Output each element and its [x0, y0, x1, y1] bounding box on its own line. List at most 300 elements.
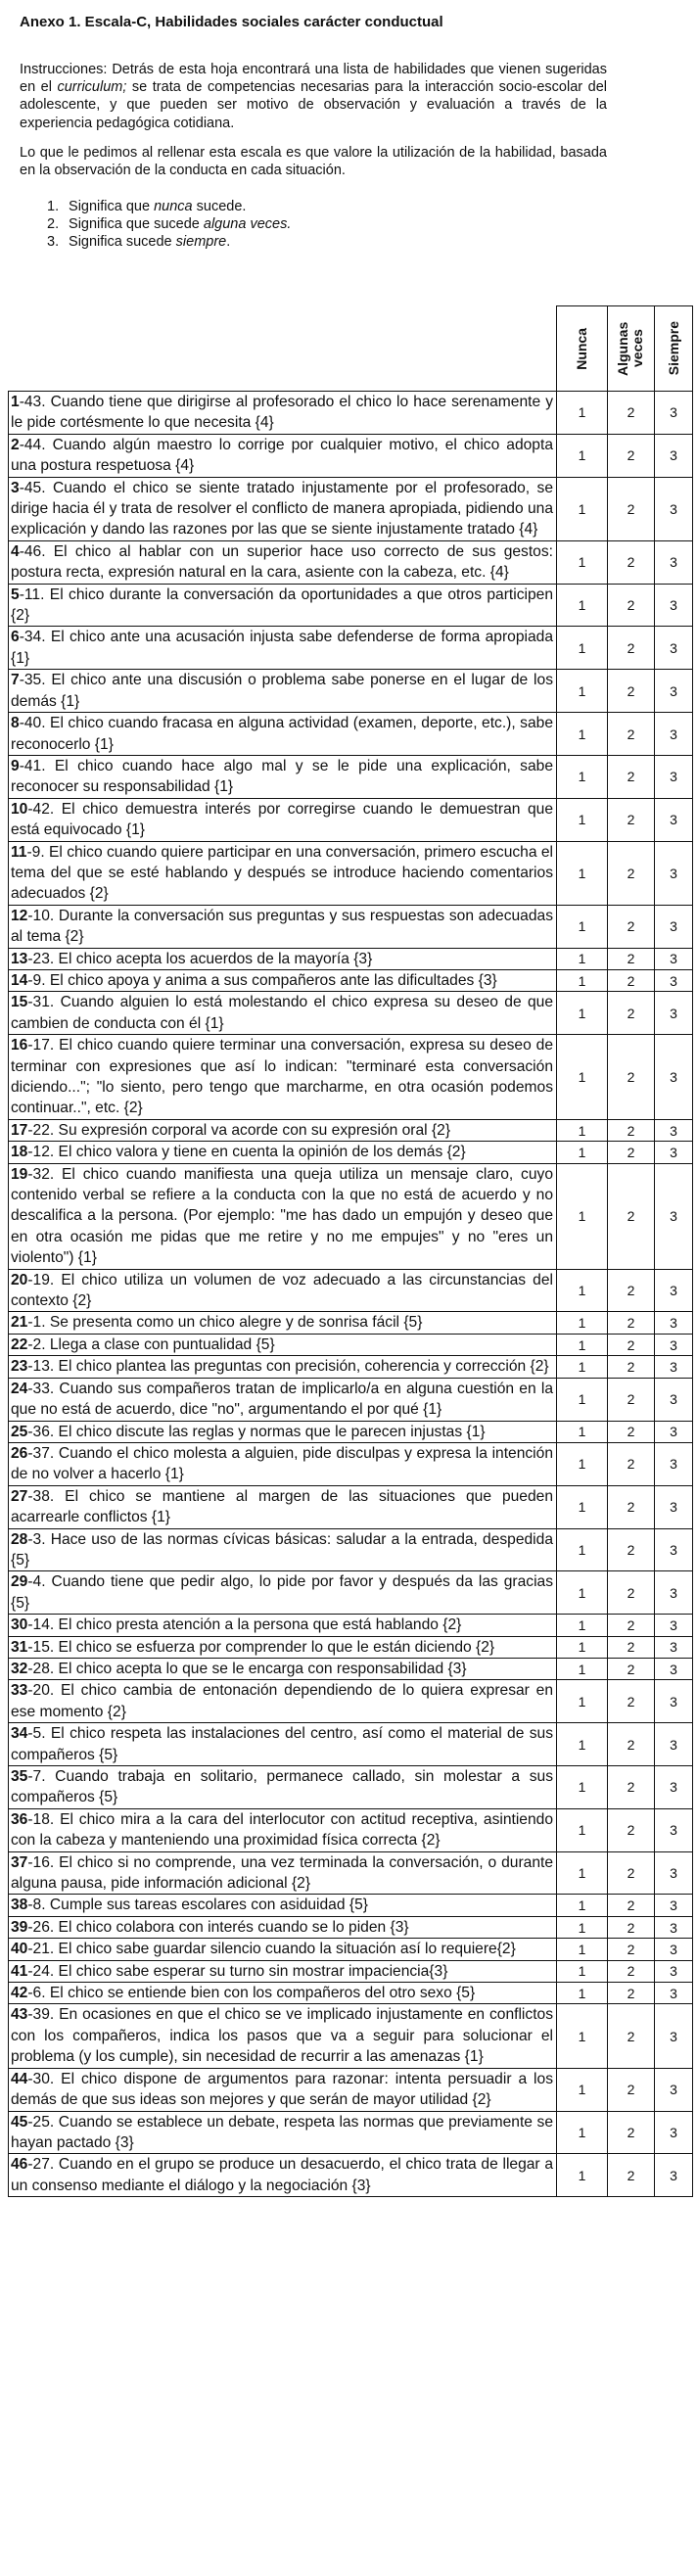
item-text	[9, 1939, 557, 1960]
rating-option-nunca[interactable]: 1	[557, 1939, 608, 1960]
header-siempre	[655, 306, 693, 392]
table-row	[9, 1356, 693, 1378]
item-text	[9, 1142, 557, 1163]
item-number: 19	[11, 1165, 28, 1183]
item-number: 34	[11, 1725, 28, 1743]
item-text	[9, 1895, 557, 1916]
rating-option-nunca[interactable]: 1	[557, 992, 608, 1035]
item-text	[9, 2154, 557, 2197]
rating-option-nunca[interactable]: 1	[557, 1983, 608, 2004]
item-description: -23. El chico acepta los acuerdos de la mayoría {3}	[27, 950, 373, 967]
item-text	[9, 713, 557, 756]
item-number: 11	[11, 843, 27, 861]
rating-option-nunca[interactable]: 1	[557, 477, 608, 540]
rating-option-algunas-veces[interactable]: 2	[608, 841, 655, 905]
legend-italic: nunca	[154, 199, 193, 214]
instructions-text-cont: se trata de competencias necesarias para la interacción socio-escolar del adolescente, y que pueden ser motivo de observación y evaluación a través de la experiencia pedagógica cotidiana.	[20, 79, 607, 131]
header-label: Algunas veces	[614, 321, 645, 376]
item-text	[9, 1571, 557, 1615]
table-row	[9, 540, 693, 584]
item-text	[9, 1356, 557, 1378]
item-number: 4	[11, 542, 20, 560]
rating-option-algunas-veces[interactable]: 2	[608, 584, 655, 627]
rating-option-algunas-veces[interactable]: 2	[608, 713, 655, 756]
rating-option-siempre[interactable]: 3	[655, 540, 693, 584]
rating-option-nunca[interactable]: 1	[557, 2004, 608, 2068]
item-text	[9, 1808, 557, 1851]
rating-option-siempre[interactable]: 3	[655, 841, 693, 905]
rating-option-siempre[interactable]: 3	[655, 1615, 693, 1636]
rating-option-algunas-veces[interactable]: 2	[608, 798, 655, 841]
item-number: 1	[11, 394, 20, 410]
header-blank	[9, 306, 557, 392]
rating-option-algunas-veces[interactable]: 2	[608, 540, 655, 584]
rating-option-siempre[interactable]: 3	[655, 477, 693, 540]
rating-option-nunca[interactable]: 1	[557, 1163, 608, 1269]
item-description: -37. Cuando el chico molesta a alguien, pide disculpas y expresa la intención de no volver a hacerlo {1}	[11, 1444, 553, 1483]
table-row	[9, 2111, 693, 2154]
rating-option-nunca[interactable]: 1	[557, 1808, 608, 1851]
rating-option-siempre[interactable]: 3	[655, 1658, 693, 1679]
table-row	[9, 1163, 693, 1269]
rating-option-siempre[interactable]: 3	[655, 2068, 693, 2111]
rating-request-paragraph: Lo que le pedimos al rellenar esta escala es que valore la utilización de la habilidad, basada en la observación de la conducta en cada situación.	[20, 145, 607, 179]
table-row	[9, 2004, 693, 2068]
item-number: 41	[11, 1962, 28, 1980]
rating-option-siempre[interactable]: 3	[655, 2111, 693, 2154]
rating-option-algunas-veces[interactable]: 2	[608, 627, 655, 670]
rating-option-algunas-veces[interactable]: 2	[608, 1142, 655, 1163]
table-row	[9, 841, 693, 905]
rating-option-siempre[interactable]: 3	[655, 584, 693, 627]
item-description: -43. Cuando tiene que dirigirse al profesorado el chico lo hace serenamente y le pide cortésmente lo que necesita {4}	[11, 394, 553, 432]
rating-option-siempre[interactable]: 3	[655, 1808, 693, 1851]
item-text	[9, 1528, 557, 1571]
rating-option-nunca[interactable]: 1	[557, 2154, 608, 2197]
table-row	[9, 434, 693, 477]
rating-option-siempre[interactable]: 3	[655, 1163, 693, 1269]
item-description: -44. Cuando algún maestro lo corrige por cualquier motivo, el chico adopta una postura respetuosa {4}	[11, 436, 553, 475]
item-text	[9, 1916, 557, 1938]
item-text	[9, 1615, 557, 1636]
item-number: 37	[11, 1853, 28, 1871]
rating-option-nunca[interactable]: 1	[557, 948, 608, 969]
table-row	[9, 1636, 693, 1658]
item-number: 9	[11, 757, 20, 774]
rating-option-nunca[interactable]: 1	[557, 1766, 608, 1809]
rating-option-siempre[interactable]: 3	[655, 992, 693, 1035]
item-description: -22. Su expresión corporal va acorde con su expresión oral {2}	[27, 1121, 451, 1139]
table-row	[9, 2154, 693, 2197]
table-row	[9, 1658, 693, 1679]
item-number: 35	[11, 1768, 28, 1785]
rating-option-algunas-veces[interactable]: 2	[608, 1571, 655, 1615]
item-description: -31. Cuando alguien lo está molestando el chico expresa su deseo de que cambien de conducta con él {1}	[11, 994, 553, 1032]
item-number: 30	[11, 1616, 28, 1634]
item-description: -12. El chico valora y tiene en cuenta la opinión de los demás {2}	[27, 1144, 466, 1161]
item-number: 29	[11, 1573, 28, 1591]
item-text	[9, 1119, 557, 1141]
item-text	[9, 2068, 557, 2111]
rating-option-siempre[interactable]: 3	[655, 1895, 693, 1916]
rating-option-siempre[interactable]: 3	[655, 948, 693, 969]
rating-option-siempre[interactable]: 3	[655, 1766, 693, 1809]
rating-option-nunca[interactable]: 1	[557, 1334, 608, 1355]
rating-option-siempre[interactable]: 3	[655, 1421, 693, 1442]
item-description: -46. El chico al hablar con un superior hace uso correcto de sus gestos: postura recta, expresión natural en la cara, asiente con la cabeza, etc. {4}	[11, 542, 553, 582]
rating-option-siempre[interactable]: 3	[655, 1983, 693, 2004]
scale-legend-item	[47, 215, 291, 233]
item-description: -45. Cuando el chico se siente tratado injustamente por el profesorado, se dirige hacia él y trata de resolver el conflicto de manera apropiada, pidiendo una explicación y dando las razones por las que se siente injustamente tratado {4}	[11, 479, 553, 539]
rating-option-algunas-veces[interactable]: 2	[608, 1658, 655, 1679]
rating-option-siempre[interactable]: 3	[655, 670, 693, 713]
item-description: -41. El chico cuando hace algo mal y se le pide una explicación, sabe reconocer su responsabilidad {1}	[11, 757, 553, 796]
item-text	[9, 1960, 557, 1982]
item-description: -1. Se presenta como un chico alegre y de sonrisa fácil {5}	[27, 1314, 423, 1332]
rating-option-algunas-veces[interactable]: 2	[608, 2068, 655, 2111]
item-description: -33. Cuando sus compañeros tratan de implicarlo/a en alguna cuestión en la que no está de acuerdo, dice "no", argumentando el por qué {1}	[11, 1380, 553, 1419]
item-description: -5. El chico respeta las instalaciones del centro, así como el material de sus compañeros {5}	[11, 1725, 553, 1763]
item-number: 21	[11, 1314, 28, 1332]
table-row	[9, 1378, 693, 1421]
rating-option-siempre[interactable]: 3	[655, 1636, 693, 1658]
rating-option-algunas-veces[interactable]: 2	[608, 1528, 655, 1571]
legend-text: Significa sucede	[69, 234, 176, 251]
rating-option-algunas-veces[interactable]: 2	[608, 1378, 655, 1421]
rating-option-algunas-veces[interactable]: 2	[608, 1766, 655, 1809]
item-description: -20. El chico cambia de entonación dependiendo de lo quiera expresar en ese momento {2}	[11, 1682, 553, 1720]
rating-option-algunas-veces[interactable]: 2	[608, 1615, 655, 1636]
item-number: 15	[11, 994, 28, 1011]
rating-option-nunca[interactable]: 1	[557, 1378, 608, 1421]
rating-option-algunas-veces[interactable]: 2	[608, 905, 655, 948]
table-row	[9, 1851, 693, 1895]
rating-option-nunca[interactable]: 1	[557, 969, 608, 991]
rating-option-algunas-veces[interactable]: 2	[608, 1895, 655, 1916]
item-number: 12	[11, 907, 28, 924]
rating-option-siempre[interactable]: 3	[655, 627, 693, 670]
item-number: 3	[11, 479, 20, 496]
rating-option-siempre[interactable]: 3	[655, 1485, 693, 1528]
item-text	[9, 2004, 557, 2068]
item-number: 17	[11, 1121, 28, 1139]
rating-option-nunca[interactable]: 1	[557, 2068, 608, 2111]
table-row	[9, 755, 693, 798]
header-label: Siempre	[665, 321, 681, 376]
rating-option-algunas-veces[interactable]: 2	[608, 1939, 655, 1960]
item-description: -11. El chico durante la conversación da oportunidades a que otros participen {2}	[11, 585, 553, 625]
rating-option-nunca[interactable]: 1	[557, 713, 608, 756]
rating-option-algunas-veces[interactable]: 2	[608, 1312, 655, 1334]
item-text	[9, 1334, 557, 1355]
item-text	[9, 992, 557, 1035]
rating-option-siempre[interactable]: 3	[655, 1851, 693, 1895]
item-number: 2	[11, 436, 20, 453]
rating-option-nunca[interactable]: 1	[557, 1356, 608, 1378]
item-number: 22	[11, 1335, 28, 1353]
legend-number: 3.	[47, 234, 60, 251]
rating-option-siempre[interactable]: 3	[655, 1378, 693, 1421]
table-row	[9, 584, 693, 627]
rating-option-siempre[interactable]: 3	[655, 1442, 693, 1485]
rating-option-algunas-veces[interactable]: 2	[608, 1680, 655, 1723]
item-text	[9, 1983, 557, 2004]
table-row	[9, 1916, 693, 1938]
rating-option-algunas-veces[interactable]: 2	[608, 1356, 655, 1378]
item-number: 43	[11, 2006, 28, 2024]
rating-option-algunas-veces[interactable]: 2	[608, 1119, 655, 1141]
legend-italic: siempre	[175, 234, 227, 251]
item-description: -30. El chico dispone de argumentos para razonar: intenta persuadir a los demás de que sus ideas son mejores y que serán de mayor utilidad {2}	[11, 2070, 553, 2109]
scale-legend	[47, 198, 291, 252]
rating-option-algunas-veces[interactable]: 2	[608, 1960, 655, 1982]
rating-option-nunca[interactable]: 1	[557, 1442, 608, 1485]
legend-number: 2.	[47, 216, 60, 233]
item-text	[9, 755, 557, 798]
rating-option-algunas-veces[interactable]: 2	[608, 1851, 655, 1895]
rating-option-siempre[interactable]: 3	[655, 1916, 693, 1938]
rating-option-siempre[interactable]: 3	[655, 1312, 693, 1334]
legend-italic: alguna veces.	[203, 216, 292, 233]
rating-option-algunas-veces[interactable]: 2	[608, 1723, 655, 1766]
rating-option-algunas-veces[interactable]: 2	[608, 1421, 655, 1442]
rating-option-siempre[interactable]: 3	[655, 1571, 693, 1615]
table-row	[9, 1680, 693, 1723]
rating-option-siempre[interactable]: 3	[655, 969, 693, 991]
rating-option-nunca[interactable]: 1	[557, 1658, 608, 1679]
rating-option-algunas-veces[interactable]: 2	[608, 1808, 655, 1851]
rating-option-nunca[interactable]: 1	[557, 540, 608, 584]
rating-option-nunca[interactable]: 1	[557, 670, 608, 713]
item-description: -10. Durante la conversación sus preguntas y sus respuestas son adecuadas al tema {2}	[11, 907, 553, 946]
item-description: -26. El chico colabora con interés cuando se lo piden {3}	[27, 1918, 409, 1936]
rating-option-nunca[interactable]: 1	[557, 798, 608, 841]
rating-option-siempre[interactable]: 3	[655, 1142, 693, 1163]
rating-option-nunca[interactable]: 1	[557, 1119, 608, 1141]
table-row	[9, 1983, 693, 2004]
item-number: 44	[11, 2070, 28, 2087]
item-description: -21. El chico sabe guardar silencio cuando la situación así lo requiere{2}	[27, 1941, 516, 1958]
rating-option-siempre[interactable]: 3	[655, 1939, 693, 1960]
item-number: 7	[11, 672, 20, 689]
item-description: -9. El chico cuando quiere participar en una conversación, primero escucha el tema del que se esté hablando y después se introduce haciendo comentarios adecuados {2}	[11, 843, 553, 903]
table-row	[9, 905, 693, 948]
item-text	[9, 1485, 557, 1528]
rating-option-nunca[interactable]: 1	[557, 1485, 608, 1528]
rating-option-nunca[interactable]: 1	[557, 434, 608, 477]
item-description: -17. El chico cuando quiere terminar una conversación, expresa su deseo de terminar con expresiones que así lo indican: "terminaré esta conversación diciendo..."; "lo siento, pero tengo que marcharme, en otra ocasión podemos continuar..", etc. {2}	[11, 1037, 553, 1117]
legend-text: Significa que sucede	[69, 216, 204, 233]
item-text	[9, 1163, 557, 1269]
item-number: 6	[11, 629, 20, 646]
rating-option-siempre[interactable]: 3	[655, 1334, 693, 1355]
item-number: 28	[11, 1530, 28, 1548]
rating-option-nunca[interactable]: 1	[557, 1960, 608, 1982]
item-text	[9, 1312, 557, 1334]
item-number: 42	[11, 1985, 28, 2002]
rating-option-siempre[interactable]: 3	[655, 905, 693, 948]
table-row	[9, 1485, 693, 1528]
rating-option-algunas-veces[interactable]: 2	[608, 755, 655, 798]
item-text	[9, 627, 557, 670]
rating-option-siempre[interactable]: 3	[655, 434, 693, 477]
item-text	[9, 670, 557, 713]
document-title: Anexo 1. Escala-C, Habilidades sociales carácter conductual	[20, 14, 443, 30]
rating-option-nunca[interactable]: 1	[557, 392, 608, 435]
rating-option-siempre[interactable]: 3	[655, 1119, 693, 1141]
item-description: -15. El chico se esfuerza por comprender lo que le están diciendo {2}	[27, 1638, 495, 1656]
table-row	[9, 1808, 693, 1851]
rating-option-siempre[interactable]: 3	[655, 392, 693, 435]
item-text	[9, 948, 557, 969]
rating-option-nunca[interactable]: 1	[557, 755, 608, 798]
legend-number: 1.	[47, 199, 60, 214]
table-header-row	[9, 306, 693, 392]
item-description: -2. Llega a clase con puntualidad {5}	[27, 1335, 275, 1353]
rating-option-algunas-veces[interactable]: 2	[608, 670, 655, 713]
scale-legend-item	[47, 198, 291, 215]
rating-option-siempre[interactable]: 3	[655, 1528, 693, 1571]
rating-option-algunas-veces[interactable]: 2	[608, 948, 655, 969]
item-text	[9, 1035, 557, 1120]
item-description: -4. Cuando tiene que pedir algo, lo pide por favor y después da las gracias {5}	[11, 1573, 553, 1612]
rating-option-algunas-veces[interactable]: 2	[608, 1334, 655, 1355]
rating-option-nunca[interactable]: 1	[557, 2111, 608, 2154]
rating-option-nunca[interactable]: 1	[557, 584, 608, 627]
rating-option-nunca[interactable]: 1	[557, 841, 608, 905]
rating-option-algunas-veces[interactable]: 2	[608, 1442, 655, 1485]
header-label: Nunca	[574, 327, 589, 370]
item-number: 45	[11, 2113, 28, 2131]
table-row	[9, 1939, 693, 1960]
table-row	[9, 477, 693, 540]
rating-option-nunca[interactable]: 1	[557, 1615, 608, 1636]
table-row	[9, 1528, 693, 1571]
rating-option-algunas-veces[interactable]: 2	[608, 2154, 655, 2197]
table-row	[9, 1766, 693, 1809]
rating-option-nunca[interactable]: 1	[557, 1636, 608, 1658]
rating-option-nunca[interactable]: 1	[557, 905, 608, 948]
rating-option-nunca[interactable]: 1	[557, 627, 608, 670]
rating-option-siempre[interactable]: 3	[655, 1723, 693, 1766]
rating-option-nunca[interactable]: 1	[557, 1916, 608, 1938]
rating-option-algunas-veces[interactable]: 2	[608, 434, 655, 477]
table-row	[9, 1571, 693, 1615]
rating-option-nunca[interactable]: 1	[557, 1680, 608, 1723]
social-skills-scale-table	[8, 305, 693, 2197]
item-text	[9, 969, 557, 991]
table-row	[9, 1119, 693, 1141]
rating-option-siempre[interactable]: 3	[655, 1680, 693, 1723]
rating-option-siempre[interactable]: 3	[655, 1960, 693, 1982]
item-number: 18	[11, 1144, 28, 1161]
legend-text-end: .	[226, 234, 231, 251]
rating-option-algunas-veces[interactable]: 2	[608, 1485, 655, 1528]
legend-text: Significa que	[69, 199, 155, 214]
rating-option-algunas-veces[interactable]: 2	[608, 1035, 655, 1120]
item-description: -40. El chico cuando fracasa en alguna actividad (examen, deporte, etc.), sabe reconocerlo {1}	[11, 715, 553, 753]
table-row	[9, 2068, 693, 2111]
rating-option-nunca[interactable]: 1	[557, 1528, 608, 1571]
rating-option-nunca[interactable]: 1	[557, 1142, 608, 1163]
item-number: 23	[11, 1358, 28, 1376]
rating-option-algunas-veces[interactable]: 2	[608, 1163, 655, 1269]
rating-option-algunas-veces[interactable]: 2	[608, 1636, 655, 1658]
rating-option-algunas-veces[interactable]: 2	[608, 477, 655, 540]
scale-legend-item	[47, 233, 291, 251]
table-row	[9, 1421, 693, 1442]
rating-option-algunas-veces[interactable]: 2	[608, 2111, 655, 2154]
item-description: -24. El chico sabe esperar su turno sin mostrar impaciencia{3}	[27, 1962, 448, 1980]
rating-option-siempre[interactable]: 3	[655, 1035, 693, 1120]
rating-option-algunas-veces[interactable]: 2	[608, 1916, 655, 1938]
item-number: 46	[11, 2156, 28, 2174]
item-description: -13. El chico plantea las preguntas con precisión, coherencia y corrección {2}	[27, 1358, 549, 1376]
item-description: -35. El chico ante una discusión o problema sabe ponerse en el lugar de los demás {1}	[11, 672, 553, 710]
table-row	[9, 1895, 693, 1916]
rating-option-algunas-veces[interactable]: 2	[608, 2004, 655, 2068]
rating-option-siempre[interactable]: 3	[655, 2154, 693, 2197]
table-row	[9, 992, 693, 1035]
rating-option-nunca[interactable]: 1	[557, 1269, 608, 1312]
rating-option-nunca[interactable]: 1	[557, 1035, 608, 1120]
item-text	[9, 798, 557, 841]
table-row	[9, 713, 693, 756]
rating-option-algunas-veces[interactable]: 2	[608, 392, 655, 435]
rating-option-nunca[interactable]: 1	[557, 1723, 608, 1766]
rating-option-siempre[interactable]: 3	[655, 755, 693, 798]
table-row	[9, 670, 693, 713]
item-number: 8	[11, 715, 20, 732]
item-text	[9, 1636, 557, 1658]
item-description: -14. El chico presta atención a la persona que está hablando {2}	[27, 1616, 462, 1634]
rating-option-nunca[interactable]: 1	[557, 1571, 608, 1615]
rating-option-siempre[interactable]: 3	[655, 713, 693, 756]
table-row	[9, 1269, 693, 1312]
item-description: -42. El chico demuestra interés por corregirse cuando le demuestran que está equivocado {1}	[11, 800, 553, 839]
rating-option-nunca[interactable]: 1	[557, 1895, 608, 1916]
rating-option-nunca[interactable]: 1	[557, 1851, 608, 1895]
item-number: 24	[11, 1380, 28, 1397]
item-description: -19. El chico utiliza un volumen de voz adecuado a las circunstancias del contexto {2}	[11, 1271, 553, 1310]
rating-option-algunas-veces[interactable]: 2	[608, 992, 655, 1035]
table-row	[9, 1723, 693, 1766]
rating-option-nunca[interactable]: 1	[557, 1421, 608, 1442]
rating-option-siempre[interactable]: 3	[655, 798, 693, 841]
rating-option-nunca[interactable]: 1	[557, 1312, 608, 1334]
item-number: 20	[11, 1271, 28, 1288]
item-description: -7. Cuando trabaja en solitario, permanece callado, sin molestar a sus compañeros {5}	[11, 1768, 553, 1806]
rating-option-siempre[interactable]: 3	[655, 2004, 693, 2068]
item-number: 33	[11, 1682, 28, 1700]
item-number: 16	[11, 1037, 28, 1054]
item-description: -25. Cuando se establece un debate, respeta las normas que previamente se hayan pactado {3}	[11, 2113, 553, 2151]
rating-option-siempre[interactable]: 3	[655, 1269, 693, 1312]
item-text	[9, 905, 557, 948]
item-number: 14	[11, 971, 28, 989]
item-number: 38	[11, 1897, 28, 1914]
rating-option-algunas-veces[interactable]: 2	[608, 1983, 655, 2004]
rating-option-algunas-veces[interactable]: 2	[608, 969, 655, 991]
rating-option-algunas-veces[interactable]: 2	[608, 1269, 655, 1312]
item-text	[9, 1658, 557, 1679]
item-description: -36. El chico discute las reglas y normas que le parecen injustas {1}	[27, 1423, 486, 1440]
item-description: -32. El chico cuando manifiesta una queja utiliza un mensaje claro, cuyo contenido verbal se refiere a la conducta con la que no está de acuerdo y no descalifica a la persona. (Por ejemplo: "me has dado un empujón y deseo que en otra ocasión me pidas que me retire y no me empujes" y no "eres un violento") {1}	[11, 1165, 553, 1267]
item-description: -6. El chico se entiende bien con los compañeros del otro sexo {5}	[27, 1985, 476, 2002]
rating-option-siempre[interactable]: 3	[655, 1356, 693, 1378]
item-description: -39. En ocasiones en que el chico se ve implicado injustamente en conflictos con los compañeros, indica los pasos que va a seguir para solucionar el problema (y los cumple), sin necesidad de recurrir a las amenazas {1}	[11, 2006, 553, 2066]
item-description: -34. El chico ante una acusación injusta sabe defenderse de forma apropiada {1}	[11, 629, 553, 667]
